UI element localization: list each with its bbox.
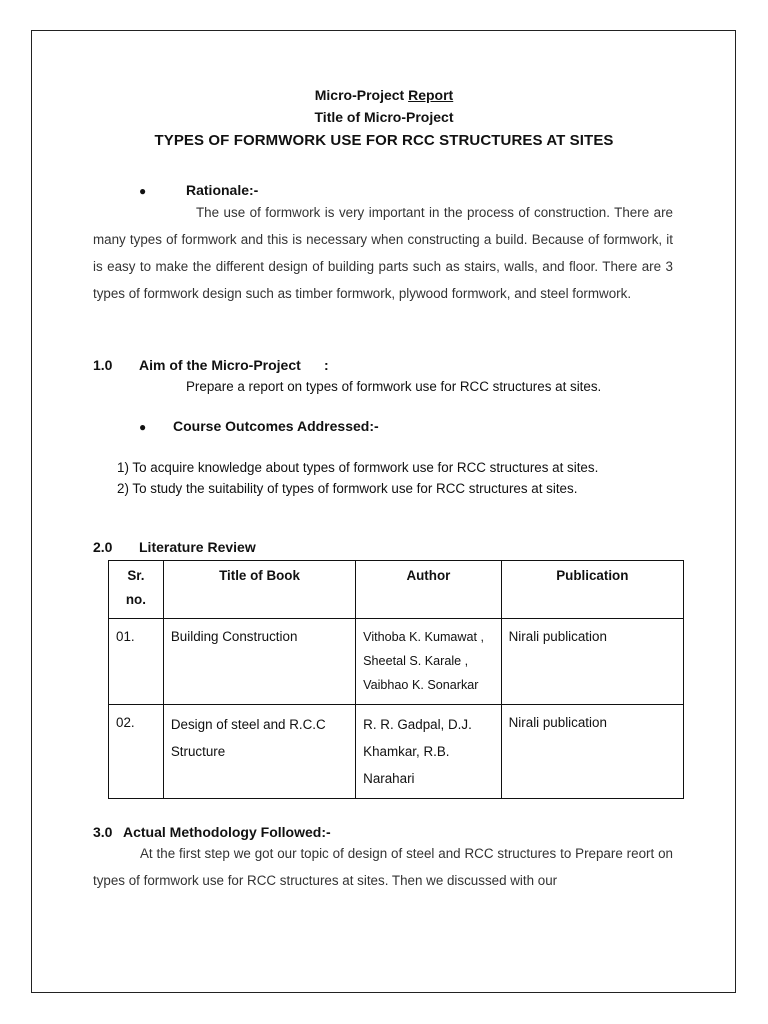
literature-table — [108, 560, 684, 799]
header-sr-no — [109, 561, 164, 619]
author-line: R. R. Gadpal, D.J. — [363, 717, 472, 732]
methodology-heading: Actual Methodology Followed:- — [123, 824, 331, 840]
rationale-text: The use of formwork is very important in the process of construction. There are many types of formwork and this is necessary when constructing a build. Because of formwork, it is easy to make the different design of building parts such as stairs, walls, and floor. There are 3 types of formwork design such as timber formwork, plywood formwork, and steel formwork. — [93, 205, 673, 301]
rationale-paragraph — [93, 199, 673, 307]
report-label — [0, 87, 768, 103]
report-label-prefix: Micro-Project — [314, 87, 409, 103]
header-author: Author — [356, 561, 501, 619]
methodology-paragraph — [93, 840, 673, 894]
cell-sr: 01. — [109, 619, 164, 705]
outcome-item-1: 1) To acquire knowledge about types of formwork use for RCC structures at sites. — [117, 460, 599, 475]
table-row — [109, 619, 684, 705]
cell-title: Building Construction — [163, 619, 355, 705]
outcome-item-2: 2) To study the suitability of types of formwork use for RCC structures at sites. — [117, 481, 578, 496]
literature-number: 2.0 — [93, 539, 113, 555]
page-title: TYPES OF FORMWORK USE FOR RCC STRUCTURES AT SITES — [154, 132, 614, 149]
aim-heading: Aim of the Micro-Project — [139, 357, 301, 373]
cell-sr: 02. — [109, 705, 164, 799]
author-line: Narahari — [363, 771, 415, 786]
table-header-row — [109, 561, 684, 619]
author-line: Vithoba K. Kumawat , — [363, 630, 485, 644]
literature-heading: Literature Review — [139, 539, 256, 555]
cell-author — [356, 619, 501, 705]
outcomes-bullet: ● — [139, 420, 147, 434]
title-line: Design of steel and R.C.C — [170, 717, 326, 732]
header-title-of-book: Title of Book — [163, 561, 355, 619]
header-publication: Publication — [501, 561, 683, 619]
cell-author — [356, 705, 501, 799]
outcomes-heading: Course Outcomes Addressed:- — [173, 418, 379, 434]
aim-number: 1.0 — [93, 357, 113, 373]
author-line: Sheetal S. Karale , — [363, 654, 469, 668]
aim-text: Prepare a report on types of formwork use for RCC structures at sites. — [186, 379, 602, 394]
header-sr: Sr. — [127, 568, 145, 583]
rationale-heading: Rationale:- — [186, 182, 259, 198]
methodology-text: At the first step we got our topic of design of steel and RCC structures to Prepare reort on types of formwork use for RCC structures at sites. Then we discussed with our — [93, 846, 673, 888]
cell-title — [163, 705, 355, 799]
aim-colon: : — [324, 357, 329, 373]
cell-publication: Nirali publication — [501, 705, 683, 799]
cell-publication: Nirali publication — [501, 619, 683, 705]
author-line: Khamkar, R.B. — [363, 744, 450, 759]
report-label-underlined: Report — [408, 87, 454, 103]
title-line: Structure — [170, 744, 226, 759]
title-label: Title of Micro-Project — [314, 109, 454, 125]
methodology-number: 3.0 — [93, 824, 113, 840]
table-row — [109, 705, 684, 799]
rationale-bullet: ● — [139, 184, 147, 198]
header-no: no. — [125, 592, 146, 607]
author-line: Vaibhao K. Sonarkar — [363, 678, 479, 692]
